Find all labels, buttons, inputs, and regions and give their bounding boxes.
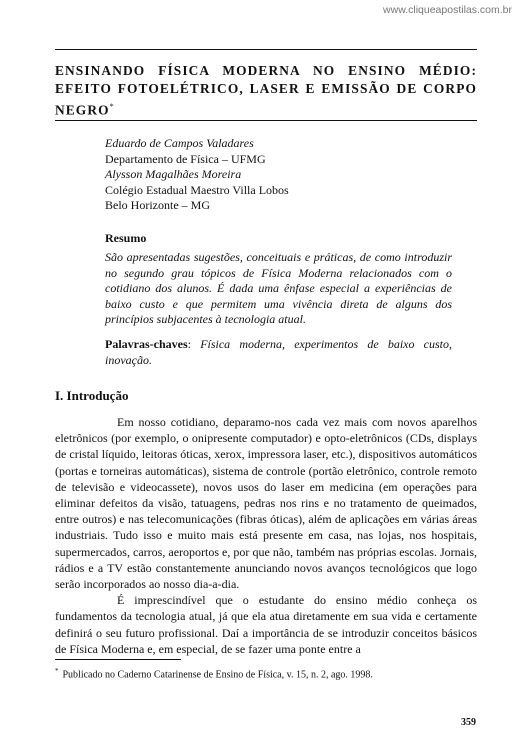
footnote <box>55 665 373 681</box>
title-text: ENSINANDO FÍSICA MODERNA NO ENSINO MÉDIO: EFEITO FOTOELÉTRICO, LASER E EMISSÃO DE CORPO NEGRO <box>55 63 477 118</box>
keywords-label: Palavras-chaves <box>105 337 188 351</box>
section-heading: I. Introdução <box>55 388 129 403</box>
keywords-separator: : <box>187 337 191 351</box>
keywords <box>105 337 452 368</box>
watermark[interactable]: www.cliqueapostilas.com.br <box>383 4 512 16</box>
body-text <box>55 414 477 657</box>
author-name: Alysson Magalhães Moreira <box>105 167 242 181</box>
author-block <box>105 136 289 214</box>
footnote-mark: * <box>55 667 59 675</box>
title-footnote-mark: * <box>109 102 114 111</box>
author-name: Eduardo de Campos Valadares <box>105 136 254 150</box>
paper-title <box>55 62 477 119</box>
author-affiliation: Colégio Estadual Maestro Villa Lobos <box>105 182 289 197</box>
title-bottom-rule <box>55 120 477 121</box>
abstract-heading: Resumo <box>105 231 147 245</box>
footnote-text: Publicado no Caderno Catarinense de Ensino de Física, v. 15, n. 2, ago. 1998. <box>62 669 373 681</box>
paragraph: É imprescindível que o estudante do ensino médio conheça os fundamentos da tecnologia atual, já que ela atua diretamente em sua vida e certamente definirá o seu futuro profissional. Daí a importância de se introduzir conceitos básicos de Física Moderna e, em especial, de se fazer uma ponte entre a <box>55 593 477 656</box>
page-number: 359 <box>461 717 476 728</box>
abstract-body: São apresentadas sugestões, conceituais e práticas, de como introduzir no segundo grau tópicos de Física Moderna relacionados com o cotidiano dos alunos. É dada uma ênfase especial a experiências de baixo custo e que permitem uma vivência direta de alguns dos princípios subjacentes à tecnologia atual. <box>105 250 452 326</box>
author-location: Belo Horizonte – MG <box>105 198 210 212</box>
paragraph: Em nosso cotidiano, deparamo-nos cada vez mais com novos aparelhos eletrônicos (por exemplo, o onipresente computador) e opto-eletrônicos (CDs, displays de cristal líquido, leitoras óticas, xerox, impressora laser, etc.), dispositivos automáticos (portas e torneiras automáticas), sistema de controle (portão eletrônico, controle remoto de televisão e videocassete), novos usos do laser em medicina (em operações para eliminar defeitos da visão, tatuagens, pedras nos rins e no tratamento de queimados, entre outros) e nas telecomunicações (fibras óticas), além de aplicações em várias áreas industriais. Tudo isso e muito mais está presente em casa, nas lojas, nos hospitais, supermercados, carros, aeroportos e, por que não, também nas próprias escolas. Jornais, rádios e a TV estão constantemente anunciando novos avanços tecnológicos que logo serão incorporados ao nosso dia-a-dia. <box>55 415 477 592</box>
top-rule <box>55 49 477 50</box>
keywords-text: Física moderna, experimentos de baixo custo, inovação. <box>105 337 453 367</box>
author-affiliation: Departamento de Física – UFMG <box>105 151 266 166</box>
footnote-rule <box>55 659 181 660</box>
